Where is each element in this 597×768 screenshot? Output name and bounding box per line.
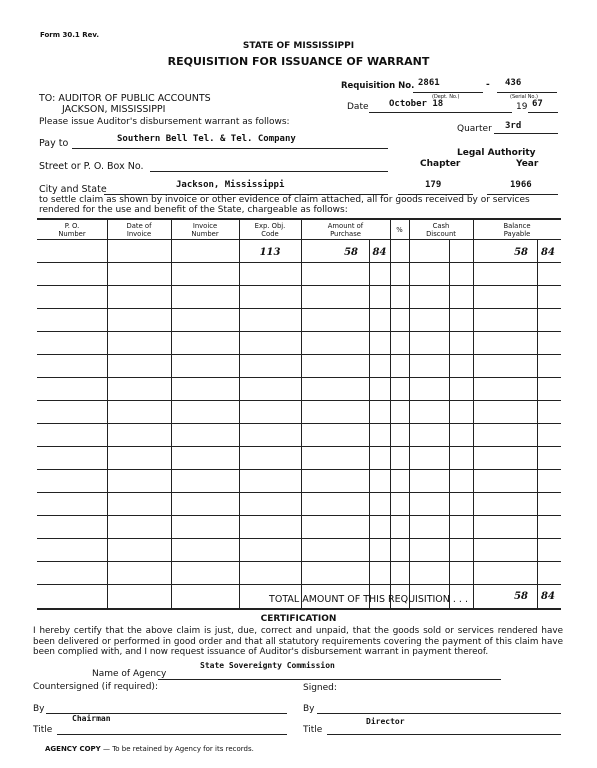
- requisition-dash: -: [486, 80, 490, 90]
- chapter-value[interactable]: 179: [425, 180, 442, 190]
- header-invoice-number: Invoice Number: [191, 222, 219, 238]
- instruction-text: Please issue Auditor's disbursement warrant as follows:: [39, 117, 290, 127]
- table-column-divider: [390, 218, 391, 608]
- title-label-left: Title: [33, 725, 53, 735]
- date-line: [369, 112, 512, 113]
- dept-no-line: [413, 92, 483, 93]
- street-label: Street or P. O. Box No.: [39, 161, 144, 172]
- table-row-line: [37, 285, 561, 286]
- quarter-line: [494, 133, 558, 134]
- pay-to-label: Pay to: [39, 138, 69, 149]
- footer-note: — To be retained by Agency for its records.: [102, 745, 254, 753]
- table-row-line: [37, 262, 561, 263]
- table-row-line: [37, 308, 561, 309]
- table-row-line: [37, 469, 561, 470]
- row1-amount-dollars[interactable]: 58: [344, 247, 358, 258]
- total-dollars[interactable]: 58: [514, 591, 528, 602]
- year-line: [528, 112, 558, 113]
- by-label-left: By: [33, 704, 45, 714]
- table-column-divider: [107, 218, 108, 608]
- table-bottom-rule: [37, 608, 561, 610]
- header-percent: %: [396, 226, 403, 234]
- by-label-right: By: [303, 704, 315, 714]
- chapter-label: Chapter: [420, 159, 461, 169]
- row1-balance-dollars[interactable]: 58: [514, 247, 528, 258]
- year-prefix: 19: [516, 102, 528, 112]
- header-cash-discount: Cash Discount: [426, 222, 456, 238]
- serial-no-caption: (Serial No.): [510, 94, 538, 100]
- table-header-rule: [37, 239, 561, 240]
- header-exp-obj-code: Exp. Obj. Code: [254, 222, 286, 238]
- header-amount-of-purchase: Amount of Purchase: [327, 222, 364, 238]
- table-row-line: [37, 446, 561, 447]
- city-label: City and State: [39, 184, 107, 195]
- form-title: REQUISITION FOR ISSUANCE OF WARRANT: [167, 55, 430, 68]
- header-po-number: P. O. Number: [58, 222, 86, 238]
- form-number: Form 30.1 Rev.: [40, 31, 99, 39]
- row1-exp-code[interactable]: 113: [259, 247, 281, 258]
- table-row-line: [37, 423, 561, 424]
- street-line: [150, 171, 388, 172]
- row1-balance-cents[interactable]: 84: [541, 247, 555, 258]
- table-row-line: [37, 538, 561, 539]
- total-label: TOTAL AMOUNT OF THIS REQUISITION . . .: [269, 594, 468, 605]
- pay-to-value[interactable]: Southern Bell Tel. & Tel. Company: [117, 134, 296, 144]
- table-row-line: [37, 492, 561, 493]
- table-row-line: [37, 331, 561, 332]
- table-row-line: [37, 515, 561, 516]
- legal-year-label: Year: [516, 159, 539, 169]
- by-line-right[interactable]: [317, 713, 561, 714]
- table-top-rule: [37, 218, 561, 220]
- agency-copy-label: AGENCY COPY: [45, 745, 101, 753]
- legal-year-value[interactable]: 1966: [510, 180, 532, 190]
- serial-no-line: [497, 92, 557, 93]
- requisition-label: Requisition No.: [341, 81, 415, 91]
- title-value-right[interactable]: Director: [366, 717, 405, 726]
- title-value-left[interactable]: Chairman: [72, 714, 111, 723]
- certification-title: CERTIFICATION: [260, 614, 337, 624]
- quarter-label: Quarter: [457, 124, 492, 134]
- claim-text: to settle claim as shown by invoice or other evidence of claim attached, all for goods received by or services rendered for the use and benefit of the State, chargeable as follows:: [39, 195, 530, 215]
- certification-text: I hereby certify that the above claim is just, due, correct and unpaid, that the goods sold or services rendered have been delivered or performed in good order and that all statutory requirements covering the payment of this claim have been complied with, and I now request issuance of Auditor's disbursement warrant in payment thereof.: [33, 626, 563, 657]
- addressee-line1: TO: AUDITOR OF PUBLIC ACCOUNTS: [39, 93, 211, 104]
- dept-no-value[interactable]: 2861: [418, 78, 440, 88]
- dept-no-caption: (Dept. No.): [432, 94, 460, 100]
- title-line-right: [327, 734, 561, 735]
- serial-no-value[interactable]: 436: [505, 78, 522, 88]
- title-line-left: [57, 734, 287, 735]
- state-heading: STATE OF MISSISSIPPI: [242, 41, 355, 51]
- agency-value[interactable]: State Sovereignty Commission: [200, 661, 335, 670]
- table-row-line: [37, 584, 561, 585]
- table-column-divider: [171, 218, 172, 608]
- year-value[interactable]: 67: [532, 99, 543, 109]
- table-column-divider: [409, 218, 410, 608]
- addressee-line2: JACKSON, MISSISSIPPI: [62, 104, 166, 115]
- agency-line: [158, 679, 501, 680]
- header-balance-payable: Balance Payable: [503, 222, 531, 238]
- date-label: Date: [347, 102, 369, 112]
- pay-to-line: [72, 148, 388, 149]
- table-row-line: [37, 561, 561, 562]
- row1-amount-cents[interactable]: 84: [372, 247, 387, 258]
- countersigned-label: Countersigned (if required):: [33, 682, 158, 692]
- table-column-divider: [301, 218, 302, 608]
- date-value[interactable]: October 18: [389, 99, 444, 109]
- agency-label: Name of Agency: [92, 669, 167, 679]
- table-row-line: [37, 400, 561, 401]
- legal-authority-title: Legal Authority: [457, 148, 536, 158]
- quarter-value[interactable]: 3rd: [505, 121, 522, 131]
- table-row-line: [37, 354, 561, 355]
- total-cents[interactable]: 84: [541, 591, 555, 602]
- footer: [45, 745, 254, 753]
- header-date-of-invoice: Date of Invoice: [126, 222, 152, 238]
- table-row-line: [37, 377, 561, 378]
- table-column-divider: [239, 218, 240, 608]
- table-column-divider: [473, 218, 474, 608]
- city-value[interactable]: Jackson, Mississippi: [176, 180, 285, 190]
- signed-label: Signed:: [303, 683, 337, 693]
- title-label-right: Title: [303, 725, 323, 735]
